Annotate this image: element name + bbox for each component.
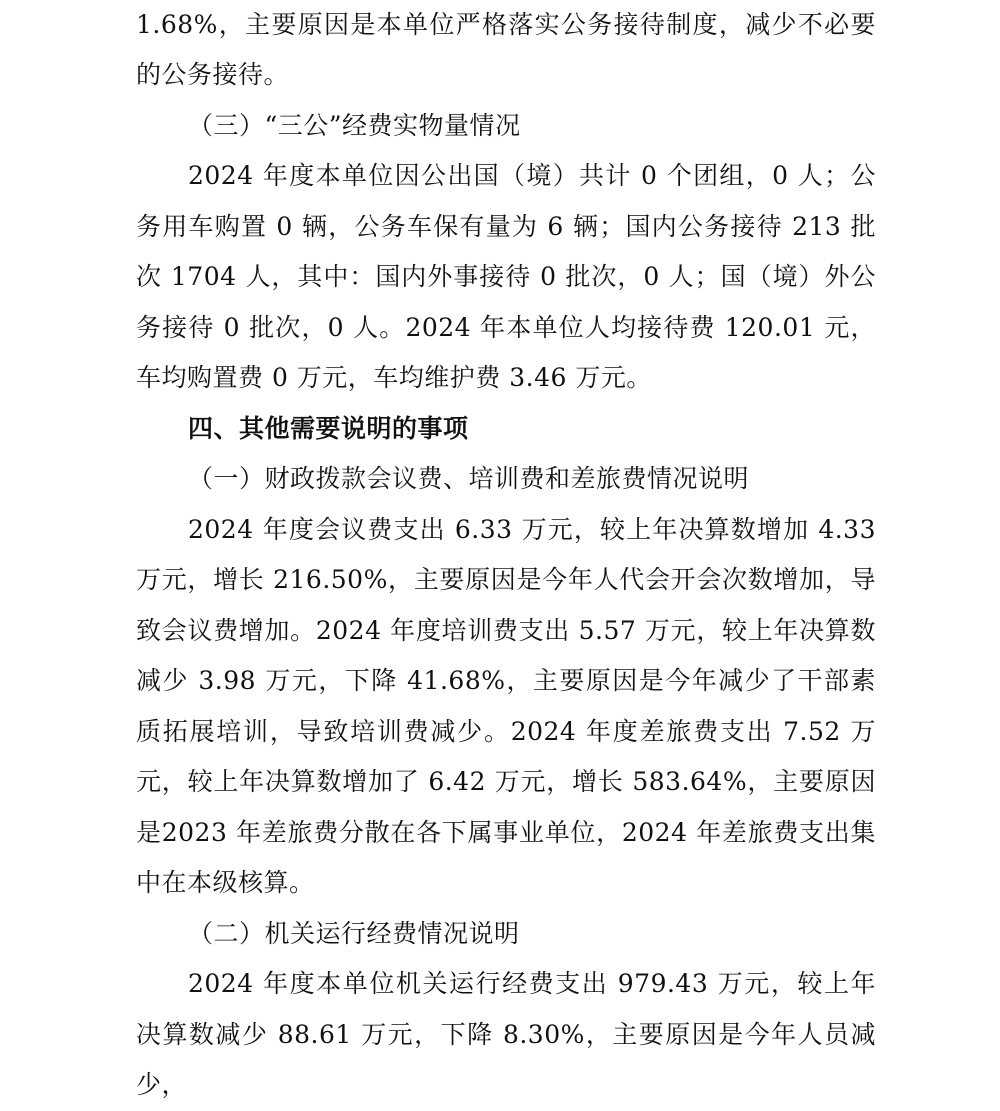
- section-heading-other-matters: 四、其他需要说明的事项: [188, 413, 469, 443]
- subheading-meeting-training-travel: （一）财政拨款会议费、培训费和差旅费情况说明: [188, 464, 750, 493]
- paragraph-continuation: 1.68%，主要原因是本单位严格落实公务接待制度，减少不必要的公务接待。: [136, 9, 876, 89]
- document-body: [136, 0, 876, 1111]
- paragraph-three-public-quantity: 2024 年度本单位因公出国（境）共计 0 个团组，0 人；公务用车购置 0 辆，公务车保有量为 6 辆；国内公务接待 213 批次 1704 人，其中：国内外事接待 0 批次，0 人；国（境）外公务接待 0 批次，0 人。2024 年本单位人均接待费 120.01 元，车均购置费 0 万元，车均维护费 3.46 万元。: [136, 161, 876, 392]
- paragraph-operating-expenses: 2024 年度本单位机关运行经费支出 979.43 万元，较上年决算数减少 88.61 万元，下降 8.30%，主要原因是今年人员减少，: [136, 969, 876, 1099]
- paragraph-meeting-training-travel: 2024 年度会议费支出 6.33 万元，较上年决算数增加 4.33 万元，增长 216.50%，主要原因是今年人代会开会次数增加，导致会议费增加。2024 年度培训费支出 5.57 万元，较上年决算数减少 3.98 万元，下降 41.68%，主要原因是今年减少了干部素质拓展培训，导致培训费减少。2024 年度差旅费支出 7.52 万元，较上年决算数增加了 6.42 万元，增长 583.64%，主要原因是2023 年差旅费分散在各下属事业单位，2024 年差旅费支出集中在本级核算。: [136, 514, 876, 897]
- subheading-three-public-quantity: （三）“三公”经费实物量情况: [188, 110, 521, 140]
- subheading-operating-expenses: （二）机关运行经费情况说明: [188, 918, 520, 948]
